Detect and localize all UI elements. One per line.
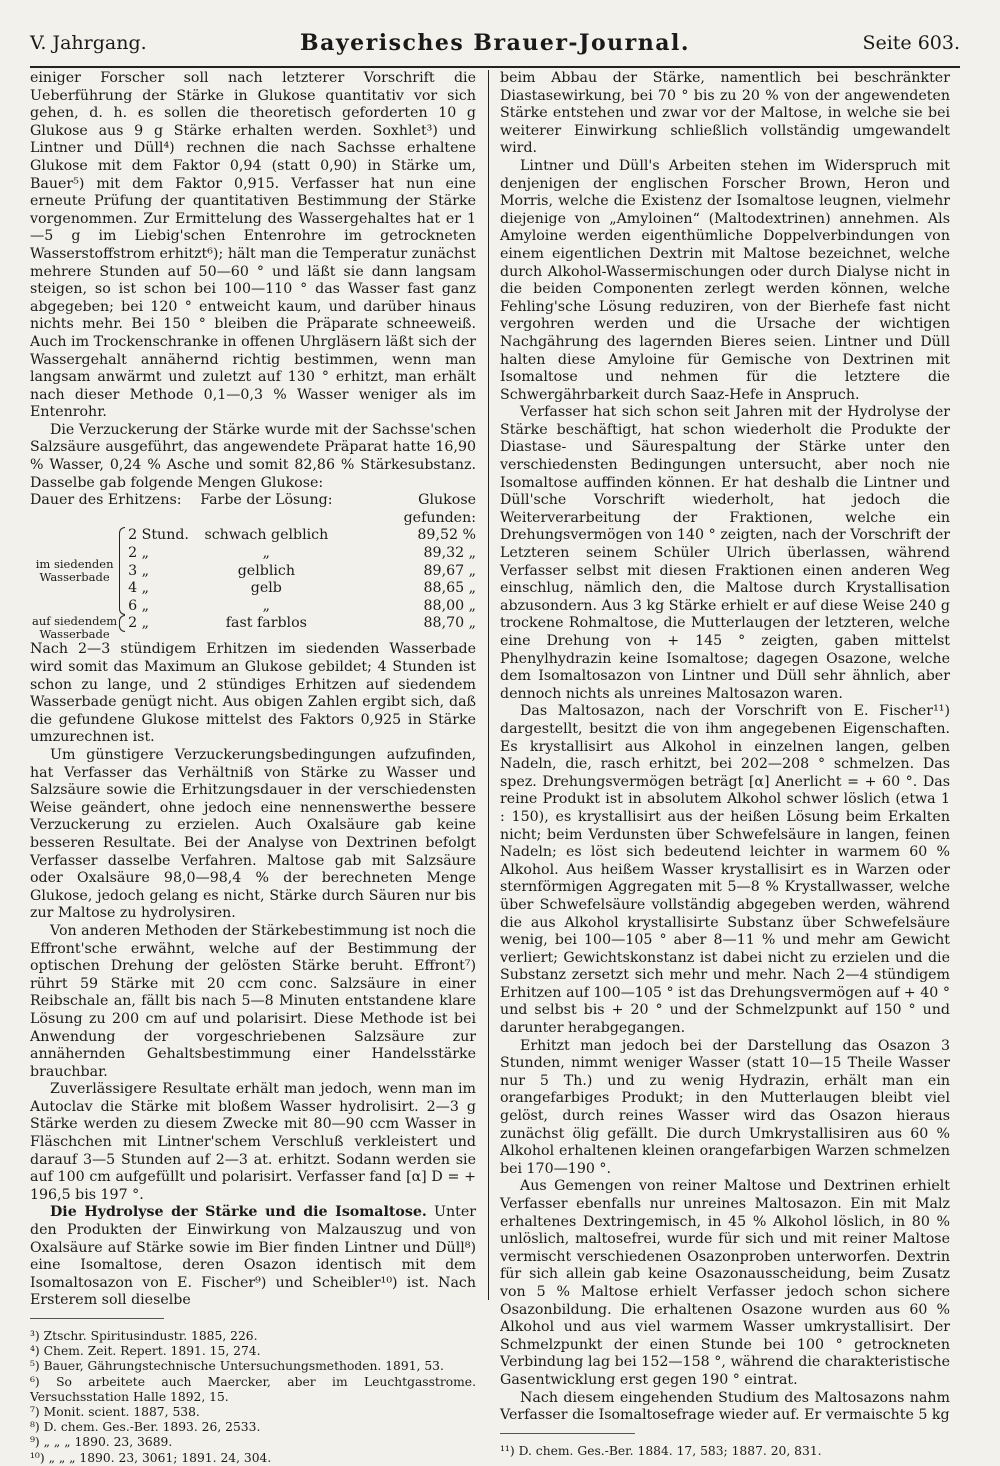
paragraph: Das Maltosazon, nach der Vorschrift von E. Fischer¹¹) dargestellt, besitzt die von ihm angegebenen Eigenschaften. Es krystallisirt aus Alkohol in einzelnen langen, gelben Nadeln, die, rasch erhitzt, bei 202—208 ° schmelzen. Das spez. Drehungsvermögen beträgt [α] Anerlicht = + 60 °. Das reine Produkt ist in absolutem Alkohol schwer löslich (etwa 1 : 150), es krystallisirt aus der heißen Lösung beim Erkalten nicht; beim Verdunsten über Schwefelsäure in langen, feinen Nadeln; es löst sich bedeutend leichter in warmem 60 % Alkohol. Aus heißem Wasser krystallisirt es in Warzen oder sternförmigen Aggregaten mit 5—8 % Krystallwasser, welche über Schwefelsäure vollständig abgegeben werden, während die aus Alkohol krystallisirte Substanz über Schwefelsäure wenig, bei 100—105 ° aber 8—11 % und mehr am Gewicht verliert; Gewichtskonstanz ist dabei nicht zu erzielen und die Substanz zersetzt sich mehr und mehr. Nach 2—4 stündigem Erhitzen auf 100—105 ° ist das Drehungsvermögen auf + 40 ° und selbst bis + 20 ° und der Schmelzpunkt auf 150 ° und darunter herabgegangen. (500, 703, 950, 1037)
footnote: ⁸) D. chem. Ges.-Ber. 1893. 26, 2533. (30, 1420, 261, 1435)
paragraph: Von anderen Methoden der Stärkebestimmung ist noch die Effront'sche erwähnt, welche auf der Bestimmung der optischen Drehung der gelösten Stärke beruht. Effront⁷) rührt 59 Stärke mit 20 ccm conc. Salzsäure in einer Reibschale an, fällt bis nach 5—8 Minuten entstandene klare Lösung zu 200 cm auf und polarisirt. Diese Methode ist bei Anwendung der vorgeschriebenen Salzsäure zur annähernden Gehaltsbestimmung einer Handelsstärke brauchbar. (30, 922, 476, 1080)
table-cell: 3 „ (128, 562, 149, 579)
paragraph: Nach 2—3 stündigem Erhitzen im siedenden Wasserbade wird somit das Maximum an Glukose gebildet; 4 Stunden ist schon zu lange, und 2 stündiges Erhitzen auf siedendem Wasserbade genügt nicht. Aus obigen Zahlen ergibt sich, daß die gefundene Glukose mittelst des Faktors 0,925 in Stärke umzurechnen ist. (30, 641, 476, 746)
table-cell: 6 „ (128, 597, 149, 614)
paragraph: Zuverlässigere Resultate erhält man jedoch, wenn man im Autoclav die Stärke mit bloßem Wasser hydrolisirt. 2—3 g Stärke werden zu diesem Zwecke mit 80—90 ccm Wasser in Fläschchen mit Lintner'schem Verschluß verkleistert und darauf 3—5 Stunden auf 2—3 at. erhitzt. Sodann werden sie auf 100 cm aufgefüllt und polarisirt. Verfasser fand [α] D = + 196,5 bis 197 °. (30, 1081, 476, 1203)
table-row (30, 527, 476, 545)
table-cell: 88,70 „ (423, 615, 476, 632)
paragraph (30, 1204, 476, 1310)
right-column (500, 70, 950, 1459)
paragraph: Die Verzuckerung der Stärke wurde mit der Sachsse'schen Salzsäure ausgeführt, das angewendete Präparat hatte 16,90 % Wasser, 0,24 % Asche und somit 82,86 % Stärkesubstanz. Dasselbe gab folgende Mengen Glukose: (30, 421, 476, 491)
footnote: ¹⁰) „ „ „ 1890. 23, 3061; 1891. 24, 304. (30, 1450, 272, 1465)
footnote: ⁴) Chem. Zeit. Repert. 1891. 15, 274. (30, 1344, 261, 1359)
column-divider (488, 70, 489, 1300)
footnote: ⁶) So arbeitete auch Maercker, aber im Leuchtgasstrome. Versuchsstation Halle 1892, 15. (30, 1374, 476, 1404)
paragraph: beim Abbau der Stärke, namentlich bei beschränkter Diastasewirkung, bei 70 ° bis zu 20 % von der angewendeten Stärke entstehen und zwar vor der Maltose, in welche sie bei weiterer Einwirkung schließlich vollständig umgewandelt wird. (500, 70, 950, 157)
journal-title: Bayerisches Brauer-Journal. (300, 30, 690, 56)
table-header: Farbe der Lösung: (200, 492, 333, 509)
table-cell: „ (262, 545, 271, 562)
footnote: ⁷) Monit. scient. 1887, 538. (30, 1405, 200, 1420)
header-rule (30, 66, 960, 68)
paragraph: Verfasser hat sich schon seit Jahren mit der Hydrolyse der Stärke beschäftigt, hat schon wiederholt die Produkte der Diastase- und Säurespaltung der Stärke unter den verschiedensten Bedingungen untersucht, aber noch nie Isomaltose auffinden können. Er hat deshalb die Lintner und Düll'sche Vorschrift wiederholt, hat jedoch die Weiterverarbeitung der Fraktionen, welche ein Drehungsvermögen von 140 ° zeigten, nach der Vorschrift der Letzteren seinem Schüler Ulrich überlassen, während Verfasser selbst mit diesen Fraktionen einen anderen Weg einschlug, nämlich den, die Maltose durch Krystallisation abzusondern. Aus 3 kg Stärke erhielt er auf diese Weise 240 g trockene Rohmaltose, die Mutterlaugen der letzteren, welche eine Drehung von + 145 ° zeigten, gaben mittelst Phenylhydrazin keine Isomaltose; dagegen Osazone, welche dem Isomaltosazon von Lintner und Düll sehr ähnlich, aber dennoch nichts als unreines Maltosazon waren. (500, 404, 950, 702)
table-cell: 89,67 „ (423, 562, 476, 579)
paragraph: Lintner und Düll's Arbeiten stehen im Widerspruch mit denjenigen der englischen Forscher Brown, Heron und Morris, welche die Existenz der Isomaltose leugnen, vielmehr diejenige von „Amyloinen“ (Maltodextrinen) annehmen. Als Amyloine werden eigenthümliche Doppelverbindungen von einem eigentlichen Dextrin mit Maltose bezeichnet, welche durch Alkohol-Wassermischungen oder durch Dialyse nicht in die beiden Componenten zerlegt werden können, welche Fehling'sche Lösung reduziren, von der Bierhefe fast nicht vergohren werden und die Ursache der wichtigen Nachgährung des lagernden Bieres seien. Lintner und Düll halten diese Amyloine für Gemische von Dextrinen mit Isomaltose und nehmen für die letztere die Schwergährbarkeit durch Saaz-Hefe in Anspruch. (500, 157, 950, 403)
footnote: ⁵) Bauer, Gährungstechnische Untersuchungsmethoden. 1891, 53. (30, 1359, 444, 1374)
footnote: ⁹) „ „ „ 1890. 23, 3689. (30, 1435, 173, 1450)
paragraph: Nach diesem eingehenden Studium des Maltosazons nahm Verfasser die Isomaltosefrage wieder auf. Er vermaischte 5 kg (500, 1389, 950, 1424)
footnote-rule (500, 1433, 635, 1434)
brace (119, 615, 125, 632)
paragraph: Um günstigere Verzuckerungsbedingungen aufzufinden, hat Verfasser das Verhältniß von Stärke zu Wasser und Salzsäure sowie die Erhitzungsdauer in der verschiedensten Weise geändert, ohne jedoch eine nennenswerthe bessere Verzuckerung zu erzielen. Auch Oxalsäure gab keine besseren Resultate. Bei der Analyse von Dextrinen befolgt Verfasser dasselbe Verfahren. Maltose gab mit Salzsäure oder Oxalsäure 98,0—98,4 % der berechneten Menge Glukose, jedoch gelang es nicht, Stärke durch Säuren nur bis zur Maltose zu hydrolysiren. (30, 747, 476, 922)
footnote: ³) Ztschr. Spiritusindustr. 1885, 226. (30, 1329, 258, 1343)
table-cell: 2 „ (128, 615, 149, 632)
footnote: ¹¹) D. chem. Ges.-Ber. 1884. 17, 583; 1887. 20, 831. (500, 1443, 822, 1458)
brace (119, 527, 125, 615)
volume-label: V. Jahrgang. (30, 32, 147, 54)
table-header-row (30, 492, 476, 527)
table-cell: 89,32 „ (423, 545, 476, 562)
group-label: auf siedendem Wasserbade (31, 614, 118, 642)
table-cell: 2 Stund. (128, 527, 189, 544)
table-cell: fast farblos (225, 615, 307, 632)
paragraph: Aus Gemengen von reiner Maltose und Dextrinen erhielt Verfasser ebenfalls nur unreines Maltosazon. Ein mit Malz erhaltenes Dextringemisch, in 45 % Alkohol löslich, in 80 % unlöslich, maltosefrei, wurde für sich und mit reiner Maltose vermischt verschiedenen Osazonproben unterworfen. Dextrin für sich allein gab keine Osazonausscheidung, beim Zusatz von 5 % Maltose erhielt Verfasser jedoch schon sichere Osazonbildung. Die erhaltenen Osazone wurden aus 60 % Alkohol und aus viel warmem Wasser umkrystallisirt. Der Schmelzpunkt der einen Stunde bei 100 ° getrockneten Verbindung lag bei 152—158 °, während die charakteristische Gasentwicklung erst gegen 190 ° eintrat. (500, 1178, 950, 1388)
paragraph-text: Unter den Produkten der Einwirkung von Malzauszug und von Oxalsäure auf Stärke sowie im Bier finden Lintner und Düll⁸) eine Isomaltose, deren Osazon identisch mit dem Isomaltosazon von E. Fischer⁹) und Scheibler¹⁰) ist. Nach Ersterem soll dieselbe (30, 1204, 477, 1309)
footnote-rule (30, 1318, 164, 1319)
table-row (30, 615, 476, 641)
table-cell: gelblich (237, 562, 295, 579)
table-header: Glukose gefunden: (403, 492, 476, 526)
page-header (30, 30, 960, 60)
table-cell: „ (262, 597, 271, 614)
table-cell: gelb (250, 580, 282, 597)
glukose-table (30, 492, 476, 641)
paragraph: Erhitzt man jedoch bei der Darstellung das Osazon 3 Stunden, nimmt weniger Wasser (statt 10—15 Theile Wasser nur 5 Th.) und zu wenig Hydrazin, erhält man ein orangefarbiges Produkt; in den Mutterlaugen bleibt viel gelöst, durch reines Wasser wird das Osazon hieraus zunächst ölig gefällt. Die durch Umkrystallisiren aus 60 % Alkohol erhaltenen kleinen orangefarbigen Warzen schmelzen bei 170—190 °. (500, 1037, 950, 1177)
left-column (30, 70, 476, 1466)
table-cell: schwach gelblich (204, 527, 329, 544)
table-header: Dauer des Erhitzens: (30, 492, 182, 509)
table-cell: 2 „ (128, 545, 149, 562)
page-number: Seite 603. (862, 32, 960, 54)
section-heading: Die Hydrolyse der Stärke und die Isomaltose. (50, 1204, 427, 1221)
footnotes (500, 1444, 950, 1459)
table-cell: 4 „ (128, 580, 149, 597)
paragraph: einiger Forscher soll nach letzterer Vorschrift die Ueberführung der Stärke in Glukose quantitativ vor sich gehen, d. h. es sollen die theoretisch geforderten 10 g Glukose aus 9 g Stärke erhalten werden. Soxhlet³) und Lintner und Düll⁴) rechnen die nach Sachsse erhaltene Glukose mit dem Faktor 0,94 (statt 0,90) in Stärke um, Bauer⁵) mit dem Faktor 0,915. Verfasser hat nun eine erneute Prüfung der quantitativen Bestimmung der Stärke vorgenommen. Zur Ermittelung des Wassergehaltes hat er 1—5 g im Liebig'schen Entenrohre im getrockneten Wasserstoffstrom erhitzt⁶); hält man die Temperatur zunächst mehrere Stunden auf 50—60 ° und läßt sie dann langsam steigen, so ist schon bei 100—110 ° das Wasser fast ganz abgegeben; bei 120 ° entweicht kaum, und darüber hinaus nichts mehr. Bei 150 ° bleiben die Präparate schneeweiß. Auch im Trockenschranke in offenen Uhrgläsern läßt sich der Wassergehalt annähernd richtig bestimmen, wenn man langsam anwärmt und zuletzt auf 130 ° erhitzt, man erhält nach dieser Methode 0,1—0,3 % Wasser weniger als im Entenrohr. (30, 70, 476, 421)
group-label: im siedenden Wasserbade (35, 557, 114, 585)
table-cell: 88,65 „ (423, 580, 476, 597)
table-cell: 88,00 „ (423, 597, 476, 614)
table-cell: 89,52 % (417, 527, 476, 544)
footnotes (30, 1329, 476, 1466)
